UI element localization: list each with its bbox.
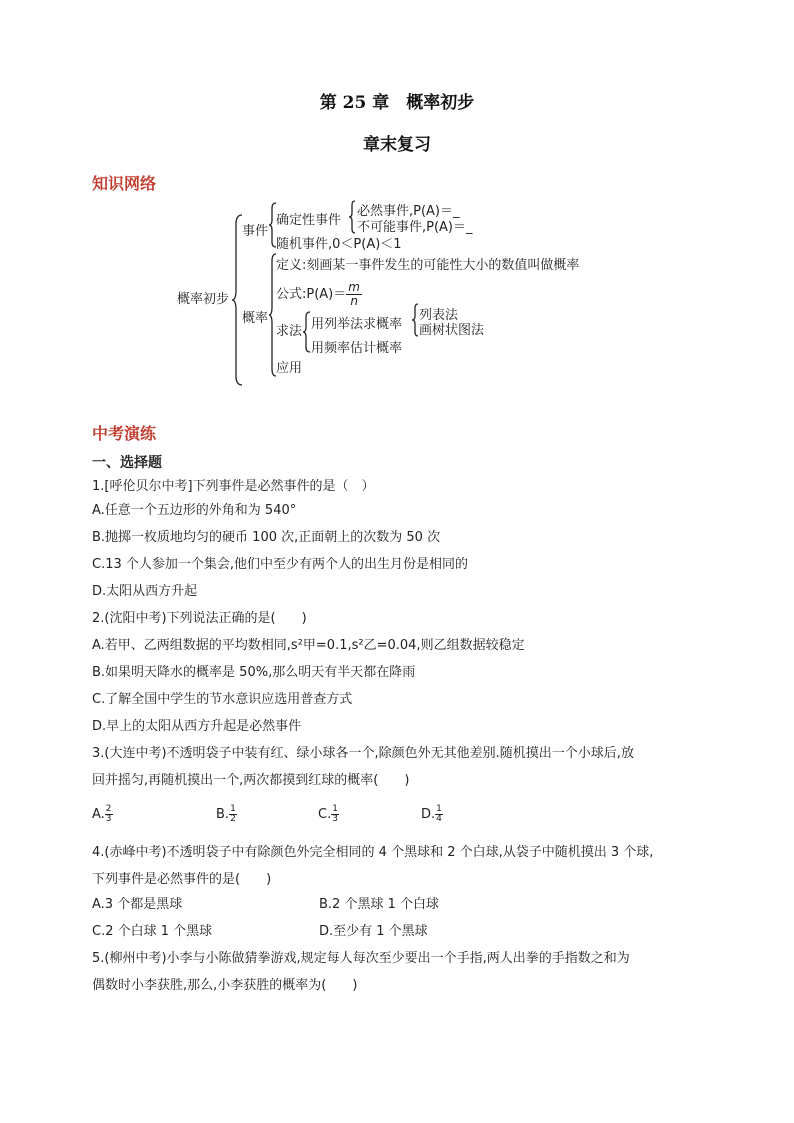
q3-d-fraction [435,805,443,824]
tree-probability: 概率 [242,311,269,326]
q4-stem-line2: 下列事件是必然事件的是( ) [92,872,272,887]
q4-option-c: C.2 个白球 1 个黑球 [92,924,213,939]
formula-prefix: 公式:P(A)＝ [276,287,347,302]
q1-option-a: A.任意一个五边形的外角和为 540° [92,503,297,518]
q3-option-a [92,805,113,824]
tree-definition: 定义:刻画某一事件发生的可能性大小的数值叫做概率 [276,258,580,273]
q4-stem-line1: 4.(赤峰中考)不透明袋子中有除颜色外完全相同的 4 个黑球和 2 个白球,从袋子中随机摸出 3 个球, [92,845,654,860]
q4-option-b: B.2 个黑球 1 个白球 [319,897,439,912]
enum-brace [411,303,419,337]
section-title: 章末复习 [363,135,431,155]
q3-c-label: C. [318,807,332,822]
q5-stem-line1: 5.(柳州中考)小李与小陈做猜拳游戏,规定每人每次至少要出一个手指,两人出拳的手指数之和为 [92,951,630,966]
tree-list-method: 列表法 [419,308,459,323]
q3-c-fraction [331,805,339,824]
tree-method: 求法 [276,324,303,339]
root-brace [232,214,244,386]
tree-impossible: 不可能事件,P(A)＝_ [357,220,473,235]
q2-option-a: A.若甲、乙两组数据的平均数相同,s²甲=0.1,s²乙=0.04,则乙组数据较稳定 [92,638,525,653]
q1-stem: 1.[呼伦贝尔中考]下列事件是必然事件的是（ ） [92,479,375,494]
tree-formula [276,281,362,308]
tree-enum-method: 用列举法求概率 [311,317,403,332]
q3-a-fraction [105,805,113,824]
q1-option-c: C.13 个人参加一个集会,他们中至少有两个人的出生月份是相同的 [92,557,469,572]
knowledge-heading: 知识网络 [92,174,157,193]
tree-tree-method: 画树状图法 [419,323,485,338]
q3-d-num: 1 [436,804,442,814]
q3-b-label: B. [216,807,230,822]
q2-stem: 2.(沈阳中考)下列说法正确的是( ) [92,611,307,626]
q2-option-d: D.早上的太阳从西方升起是必然事件 [92,719,302,734]
part1-heading: 一、选择题 [92,455,162,471]
q3-c-num: 1 [332,804,338,814]
q3-a-label: A. [92,807,105,822]
chapter-title: 第 25 章 概率初步 [319,93,475,113]
certain-brace [348,200,356,234]
q3-stem-line1: 3.(大连中考)不透明袋子中装有红、绿小球各一个,除颜色外无其他差别.随机摸出一个小球后,放 [92,746,634,761]
q3-option-d [421,805,443,824]
tree-root: 概率初步 [177,292,230,307]
tree-random: 随机事件,0＜P(A)＜1 [276,237,402,252]
q3-stem-line2: 回并摇匀,再随机摸出一个,两次都摸到红球的概率( ) [92,773,410,788]
q3-d-den: 4 [436,814,442,824]
q3-a-den: 3 [105,814,112,824]
q1-option-b: B.抛掷一枚质地均匀的硬币 100 次,正面朝上的次数为 50 次 [92,530,441,545]
q3-option-b [216,805,237,824]
tree-freq-method: 用频率估计概率 [311,341,403,356]
q3-a-num: 2 [105,804,112,814]
tree-event: 事件 [242,224,269,239]
tree-application: 应用 [276,361,303,376]
q3-c-den: 3 [332,814,338,824]
q2-option-c: C.了解全国中学生的节水意识应选用普查方式 [92,692,353,707]
q3-b-fraction [229,805,237,824]
tree-inevitable: 必然事件,P(A)＝_ [357,204,460,219]
q4-option-a: A.3 个都是黑球 [92,897,183,912]
formula-den: n [350,294,358,308]
q5-stem-line2: 偶数时小李获胜,那么,小李获胜的概率为( ) [92,978,358,993]
formula-num: m [348,280,360,294]
q3-b-num: 1 [230,804,236,814]
q3-b-den: 2 [230,814,236,824]
q3-option-c [318,805,339,824]
formula-fraction [346,281,362,308]
q2-option-b: B.如果明天降水的概率是 50%,那么明天有半天都在降雨 [92,665,416,680]
q4-option-d: D.至少有 1 个黑球 [319,924,428,939]
exam-heading: 中考演练 [92,424,157,443]
q1-option-d: D.太阳从西方升起 [92,584,198,599]
tree-certain-event: 确定性事件 [276,213,342,228]
q3-d-label: D. [421,807,436,822]
